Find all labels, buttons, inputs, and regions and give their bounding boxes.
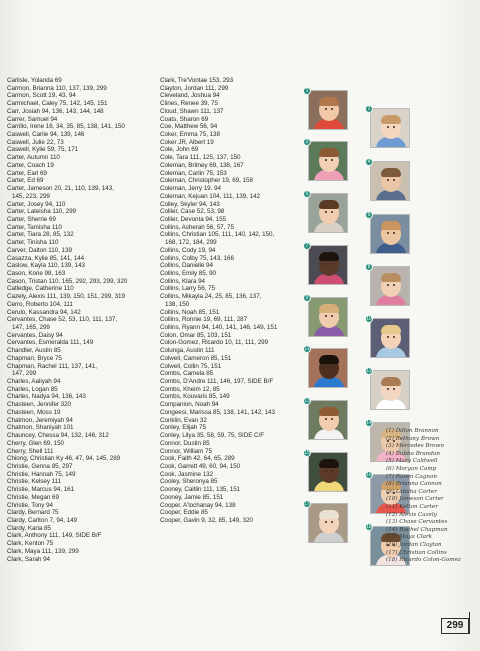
index-entry: Coe, Matthew 56, 94 [160, 123, 218, 131]
index-entry: Caswell, Carlie 94, 139, 146 [7, 131, 85, 139]
photo-number-badge: 9 [303, 294, 311, 302]
page-number: 299 [441, 618, 469, 634]
photo-number-badge: 15 [304, 450, 310, 456]
baby-photo [308, 90, 348, 130]
photo-number-badge: 5 [303, 190, 311, 198]
photo-eye [325, 470, 327, 472]
photo-eye [331, 470, 333, 472]
index-entry: Carver, Dalton 110, 139 [7, 246, 72, 254]
index-entry: Carter, Tinisha 110 [7, 239, 59, 247]
index-entry: Carter, Lateisha 110, 299 [7, 208, 76, 216]
index-entry: Carter, Jameson 20, 21, 110, 139, 143, [7, 185, 114, 193]
index-entry: Collins, Christian 105, 111, 140, 142, 150, [160, 231, 275, 239]
photo-hair [319, 459, 339, 468]
photo-legend [386, 428, 476, 565]
photo-number-badge: 7 [303, 242, 311, 250]
legend-entry: (14) Rachel Chapman [386, 526, 448, 533]
index-entry: Carter, Earl 69 [7, 169, 47, 177]
photo-number-badge: 11 [304, 346, 310, 352]
photo-eye [393, 126, 395, 128]
index-entry: Carr, Josiah 94, 136, 143, 144, 148 [7, 107, 104, 115]
index-entry: Carmon, Brianna 110, 137, 139, 299 [7, 84, 107, 92]
index-entry: Coleman, Carlin 75, 153 [160, 169, 227, 177]
index-entry: Carter, Coach 19 [7, 161, 54, 169]
index-entry: Clardy, Carlton 7, 94, 149 [7, 516, 77, 524]
index-entry: Chasteen, Jennifer 320 [7, 401, 72, 409]
index-entry: Coleman, Kejuan 104, 111, 139, 142 [160, 192, 260, 200]
photo-eye [325, 211, 327, 213]
index-entry: Colwell, Collin 75, 151 [160, 362, 222, 370]
index-entry: Caslow, Kayla 110, 139, 143 [7, 262, 85, 270]
index-entry: Clark, Tre'Vontae 153, 293 [160, 77, 234, 84]
index-entry: Coker JR, Albert 19 [160, 138, 214, 146]
photo-eye [331, 366, 333, 368]
index-entry: Coker, Emma 75, 138 [160, 131, 220, 139]
photo-hair [381, 273, 401, 282]
baby-photo [308, 193, 348, 233]
photo-hair [381, 168, 401, 177]
index-entry: Conley, Elijah 75 [160, 424, 206, 432]
index-entry: Cazely, Alexis 111, 139, 150, 151, 299, 319 [7, 293, 125, 301]
legend-entry: (10) Jameson Carter [386, 496, 444, 503]
index-entry: Conklin, Evan 32 [160, 416, 207, 424]
photo-number-badge: 18 [366, 524, 372, 530]
index-entry: Cook, Faith 42, 64, 65, 289 [160, 455, 235, 463]
index-entry: Collins, Mikayla 24, 25, 85, 136, 137, [160, 293, 262, 301]
legend-entry: (2) Bethany Brown [386, 435, 440, 442]
legend-entry: (11) Kelton Carter [386, 503, 438, 510]
photo-hair [319, 510, 339, 519]
index-entry: Collins, Ryann 94, 140, 141, 146, 149, 151 [160, 324, 278, 331]
index-entry: 138, 150 [165, 300, 190, 308]
index-entry: Collins, Klara 94 [160, 277, 205, 285]
index-entry: Chapman, Bryce 75 [7, 354, 62, 362]
index-entry: 168, 172, 184, 299 [165, 239, 217, 247]
photo-number-badge: 1 [303, 87, 311, 95]
index-entry: Cooper, Gavin 9, 32, 85, 149, 320 [160, 516, 253, 524]
index-entry: Carter, Tiara 28, 85, 132 [7, 231, 74, 239]
legend-entry: (1) Dillon Brannon [386, 428, 439, 434]
baby-photo [308, 503, 348, 543]
index-entry: Casazza, Kylie 85, 141, 144 [7, 254, 85, 262]
photo-eye [325, 159, 327, 161]
photo-eye [325, 418, 327, 420]
index-entry: Cooper, A'lochanay 94, 138 [160, 501, 236, 509]
baby-photo [370, 370, 410, 410]
photo-eye [325, 108, 327, 110]
photo-eye [331, 108, 333, 110]
index-entry: Conley, Lilya 35, 58, 59, 75, SIDE C/F [160, 432, 265, 440]
photo-eye [387, 126, 389, 128]
index-entry: Cooley, Sheronya 85 [160, 478, 218, 486]
index-entry: Christie, Tony 94 [7, 501, 53, 509]
index-entry: Clark, Maya 111, 139, 299 [7, 547, 79, 555]
legend-entry: (4) Bubba Brandon [386, 450, 440, 457]
index-entry: Carrer, Samuel 94 [7, 115, 58, 123]
photo-hair [319, 252, 339, 261]
index-entry: Chapman, Rachel 111, 137, 141, [7, 362, 97, 370]
baby-photo [308, 141, 348, 181]
index-entry: Cervantes, Esmeralda 111, 149 [7, 339, 94, 347]
photo-eye [393, 179, 395, 181]
index-entry: Carter, Ed 69 [7, 177, 44, 185]
photo-hair [381, 115, 401, 124]
photo-eye [331, 263, 333, 265]
index-entry: Cerulo, Kassandra 94, 142 [7, 308, 81, 316]
index-entry: Christie, Genna 85, 297 [7, 462, 73, 470]
index-entry: Clines, Renee 39, 75 [160, 100, 218, 108]
index-entry: 147, 299 [12, 370, 37, 378]
index-entry: Carter, Sherrie 69 [7, 215, 56, 223]
photo-eye [325, 315, 327, 317]
index-entry: Cole, John 69 [160, 146, 199, 154]
legend-entry: (13) Chase Cervantes [386, 519, 448, 526]
index-entry: Coleman, Britney 69, 138, 167 [160, 161, 244, 169]
index-entry: Companion, Noah 94 [160, 401, 219, 409]
index-entry: Clayton, Jordan 111, 299 [160, 84, 229, 92]
index-entry: Cole, Tara 111, 125, 137, 150 [160, 154, 241, 162]
index-entry: Congeesi, Marissa 85, 138, 141, 142, 143 [160, 408, 275, 416]
legend-entry: (12) Alexis Cazely [386, 511, 437, 518]
photo-eye [325, 521, 327, 523]
index-entry: Collins, Danielle 94 [160, 262, 213, 270]
photo-eye [325, 366, 327, 368]
index-entry: Cook, Garrett 49, 60, 94, 150 [160, 462, 241, 470]
photo-number-badge: 17 [304, 501, 310, 507]
legend-entry: (5) Macy Caldwell [386, 458, 438, 465]
index-entry: Cooney, Caitlin 111, 135, 151 [160, 486, 241, 494]
index-entry: Carter, Autumn 110 [7, 154, 60, 162]
photo-eye [331, 521, 333, 523]
photo-eye [393, 388, 395, 390]
index-entry: Coats, Sharon 69 [160, 115, 209, 123]
photo-hair [319, 200, 339, 209]
index-entry: Combs, Kouvaris 85, 149 [160, 393, 230, 401]
photo-eye [387, 388, 389, 390]
index-entry: Collins, Noah 85, 151 [160, 308, 220, 316]
photo-hair [381, 377, 401, 386]
photo-eye [387, 232, 389, 234]
index-entry: Combs, Kheim 12, 85 [160, 385, 220, 393]
index-entry: Charles, Nadya 94, 136, 143 [7, 393, 86, 401]
index-entry: Charles, Logan 85 [7, 385, 58, 393]
photo-hair [319, 407, 339, 416]
index-entry: Collier, Case 52, 53, 98 [160, 208, 225, 216]
index-entry: Colon-Gomez, Ricardo 10, 11, 111, 299 [160, 339, 269, 347]
index-entry: Christie, Marcus 94, 161 [7, 486, 75, 494]
photo-eye [325, 263, 327, 265]
index-entry: Colwell, Cameron 85, 151 [160, 354, 232, 362]
baby-photo [308, 348, 348, 388]
photo-eye [331, 315, 333, 317]
index-entry: Cherry, Shell 111 [7, 447, 54, 455]
index-entry: 145, 223, 299 [12, 192, 50, 200]
photo-number-badge: 10 [366, 316, 372, 322]
index-entry: Combs, D'Andre 111, 146, 197, SIDE B/F [160, 378, 274, 386]
photo-hair [381, 221, 401, 230]
legend-entry: (7) Raven Cagnon [386, 473, 437, 480]
index-entry: Chasteen, Moss 19 [7, 408, 61, 416]
photo-number-badge: 8 [365, 263, 373, 271]
legend-entry: (18) Ricardo Colon-Gomez [386, 557, 461, 564]
index-column-1 [7, 77, 159, 563]
baby-photo [308, 245, 348, 285]
legend-entry: (16) Jordan Clayton [386, 541, 442, 548]
photo-number-badge: 14 [366, 420, 372, 426]
photo-hair [381, 325, 401, 334]
index-entry: Collins, Colby 75, 143, 166 [160, 254, 234, 262]
index-entry: Cleveland, Joshua 94 [160, 92, 220, 100]
index-entry: Carter, Tamisha 110 [7, 223, 62, 231]
photo-hair [319, 304, 339, 313]
index-entry: Christie, Megan 69 [7, 493, 59, 501]
baby-photo [308, 297, 348, 337]
index-entry: Clardy, Bernard 75 [7, 509, 59, 517]
index-entry: Connor, Dustin 85 [160, 439, 210, 447]
index-entry: Coleman, Christopher 19, 69, 158 [160, 177, 253, 185]
index-entry: Carmichael, Caley 75, 142, 145, 151 [7, 100, 108, 108]
index-entry: Carlisle, Yolanda 69 [7, 77, 62, 84]
index-entry: Cason, Korie 98, 163 [7, 269, 66, 277]
legend-entry: (17) Christian Collins [386, 549, 447, 556]
legend-entry: (6) Morgan Camp [386, 465, 437, 472]
index-entry: Colley, Skyler 94, 143 [160, 200, 220, 208]
index-entry: Christie, Kelsey 111 [7, 478, 62, 486]
index-entry: Cooper, Eddie 85 [160, 509, 208, 517]
index-entry: Cherry, Glen 69, 150 [7, 439, 64, 447]
index-entry: Collier, Devonta 94, 155 [160, 215, 227, 223]
index-entry: Coleman, Jerry 19, 94 [160, 185, 221, 193]
index-entry: Combs, Camela 85 [160, 370, 214, 378]
photo-number-badge: 4 [365, 158, 373, 166]
photo-eye [331, 211, 333, 213]
index-column-2 [160, 77, 305, 525]
photo-eye [393, 336, 395, 338]
baby-photo [370, 161, 410, 201]
index-entry: Catledge, Catherine 110 [7, 285, 74, 293]
index-entry: Caswell, Kylie 59, 75, 171 [7, 146, 79, 154]
index-entry: Collins, Ronnie 19, 69, 111, 287 [160, 316, 248, 324]
index-entry: Carter, Josey 94, 110 [7, 200, 66, 208]
photo-number-badge: 13 [304, 398, 310, 404]
index-entry: Clardy, Karla 85 [7, 524, 51, 532]
index-entry: Chandler, Austin 85 [7, 347, 61, 355]
photo-eye [393, 284, 395, 286]
baby-photo [370, 108, 410, 148]
index-entry: 147, 165, 299 [12, 324, 50, 331]
photo-number-badge: 2 [365, 105, 373, 113]
photo-number-badge: 3 [303, 138, 311, 146]
index-entry: Cerro, Roberto 104, 111 [7, 300, 73, 308]
legend-entry: (15) Maya Clark [386, 534, 433, 541]
index-entry: Cook, Jasmine 132 [160, 470, 214, 478]
photo-hair [319, 355, 339, 364]
photo-eye [331, 418, 333, 420]
index-entry: Cervantes, Daisy 94 [7, 331, 63, 339]
index-entry: Carrillo, Irene 16, 34, 35, 85, 138, 141, 150 [7, 123, 125, 131]
baby-photo [308, 452, 348, 492]
legend-entry: (3) Mercedes Brown [386, 443, 444, 450]
index-entry: Christie, Hannah 75, 149 [7, 470, 76, 478]
legend-entry: (9) Latisha Carter [386, 488, 437, 495]
index-entry: Cason, Tristan 110, 165, 292, 293, 299, 320 [7, 277, 128, 285]
baby-photo [370, 318, 410, 358]
index-entry: Collins, Larry 56, 75 [160, 285, 215, 293]
index-entry: Caswell, Julie 22, 73 [7, 138, 64, 146]
index-entry: Collins, Asherah 56, 57, 75 [160, 223, 234, 231]
index-entry: Collins, Cody 19, 94 [160, 246, 216, 254]
index-entry: Cervantes, Chase 52, 53, 110, 111, 137, [7, 316, 118, 324]
index-entry: Clark, Sarah 94 [7, 555, 50, 563]
photo-hair [319, 148, 339, 157]
legend-entry: (8) Brianna Cannon [386, 481, 442, 488]
photo-number-badge: 16 [366, 472, 372, 478]
index-entry: Chauncey, Chessa 94, 132, 146, 312 [7, 432, 109, 440]
index-entry: Carmon, Scott 19, 43, 94 [7, 92, 76, 100]
index-entry: Collins, Emily 85, 90 [160, 269, 216, 277]
photo-eye [387, 336, 389, 338]
photo-eye [393, 232, 395, 234]
photo-eye [331, 159, 333, 161]
index-entry: Clark, Kenton 75 [7, 540, 54, 548]
index-entry: Charles, Aaliyah 94 [7, 378, 61, 386]
photo-eye [387, 179, 389, 181]
baby-photo [370, 266, 410, 306]
page-number-rule [469, 612, 470, 634]
index-entry: Chatmon, Jeremiyah 94 [7, 416, 73, 424]
baby-photo [370, 214, 410, 254]
index-entry: Chatmon, Shaniyah 101 [7, 424, 74, 432]
photo-number-badge: 6 [365, 211, 373, 219]
index-entry: Connor, William 75 [160, 447, 212, 455]
index-entry: Cooney, Jamie 85, 151 [160, 493, 224, 501]
index-entry: Clark, Anthony 111, 149, SIDE B/F [7, 532, 102, 540]
index-entry: Colunga, Austin 111 [160, 347, 215, 355]
photo-eye [387, 284, 389, 286]
index-entry: Cloud, Shawn 111, 137 [160, 107, 224, 115]
index-entry: Chiong, Christian Ky 46, 47, 94, 145, 289 [7, 455, 121, 463]
photo-hair [319, 97, 339, 106]
photo-number-badge: 12 [366, 368, 372, 374]
baby-photo [308, 400, 348, 440]
index-entry: Colon, Omar 85, 103, 151 [160, 331, 232, 339]
